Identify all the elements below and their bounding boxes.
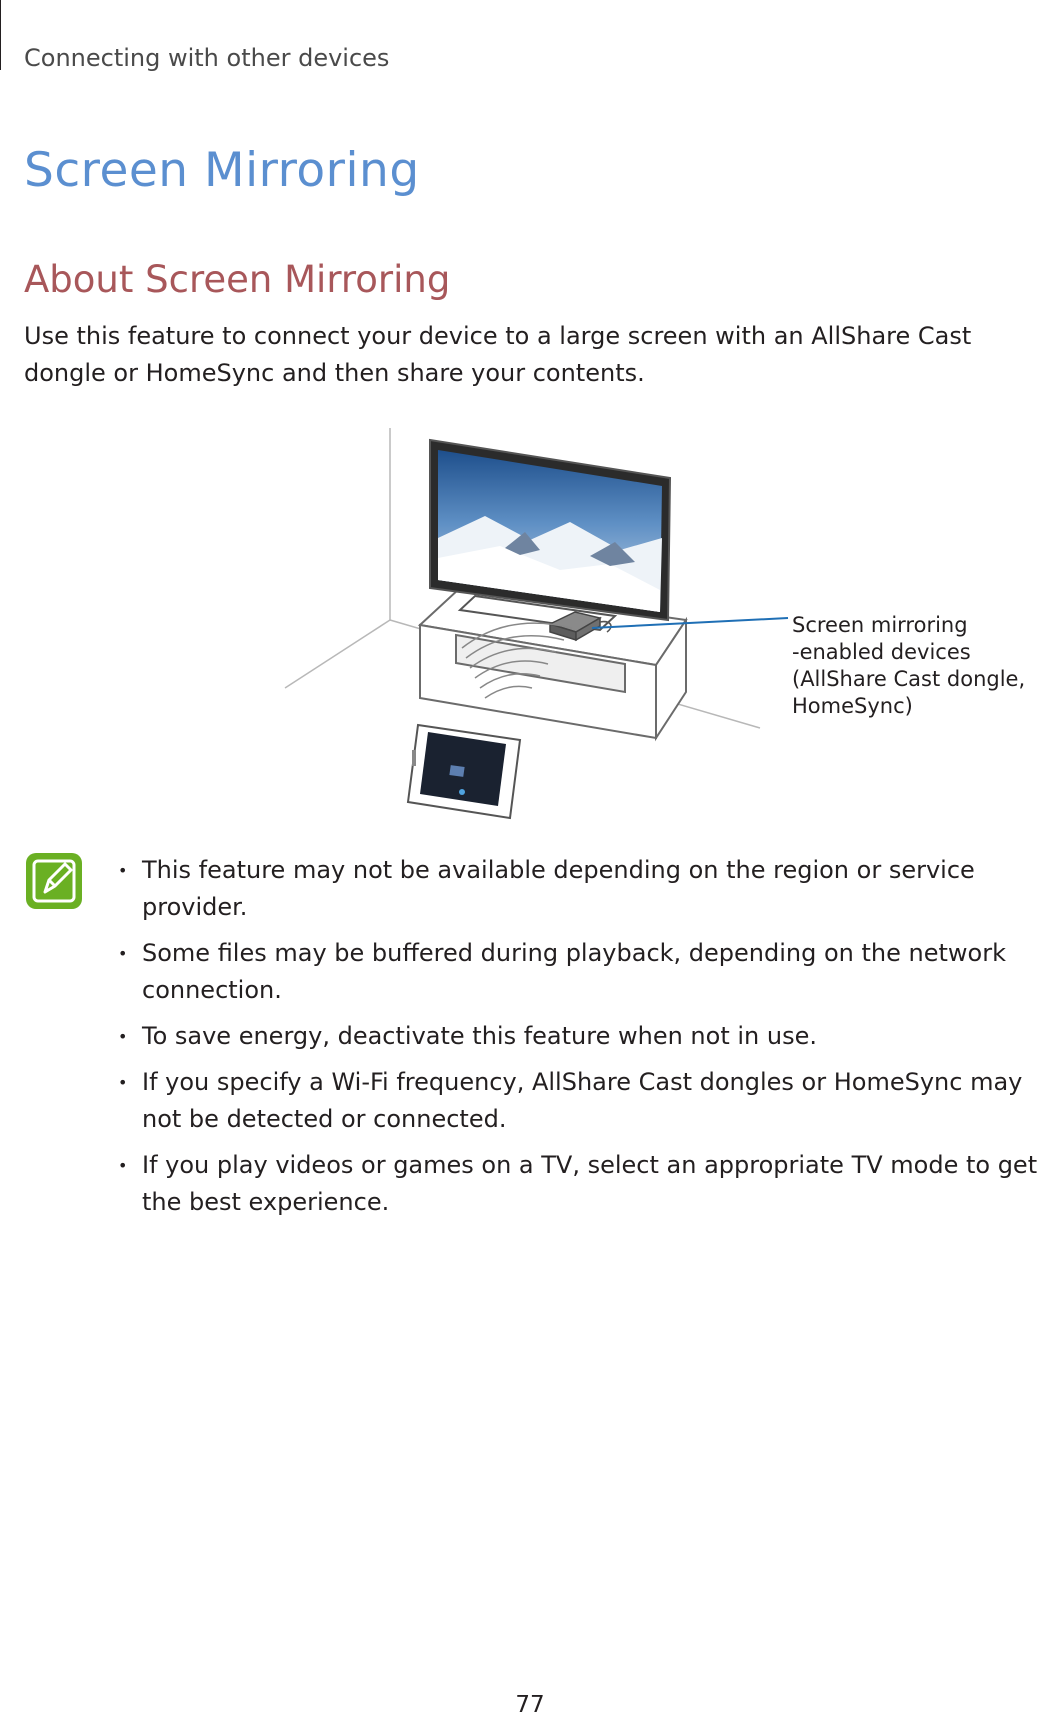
note-item: • This feature may not be available depending on the region or service provider. (118, 852, 1058, 926)
page-number: 77 (515, 1692, 545, 1718)
note-pencil-icon (25, 852, 83, 910)
note-list (118, 852, 1058, 1230)
subheading: About Screen Mirroring (24, 258, 451, 301)
note-item: • Some files may be buffered during playback, depending on the network connection. (118, 935, 1058, 1009)
note-item: • If you specify a Wi-Fi frequency, AllShare Cast dongles or HomeSync may not be detected or connected. (118, 1064, 1058, 1138)
page-title: Screen Mirroring (24, 143, 420, 198)
note-item: • If you play videos or games on a TV, select an appropriate TV mode to get the best experience. (118, 1147, 1058, 1221)
intro-paragraph: Use this feature to connect your device to a large screen with an AllShare Cast dongle or HomeSync and then share your contents. (24, 322, 972, 387)
callout-label: Screen mirroring -enabled devices (AllShare Cast dongle, HomeSync) (792, 613, 1026, 718)
note-item: • To save energy, deactivate this feature when not in use. (118, 1018, 1058, 1055)
header-rule (0, 0, 1, 70)
section-header: Connecting with other devices (24, 44, 390, 72)
smartphone-icon (408, 725, 520, 818)
